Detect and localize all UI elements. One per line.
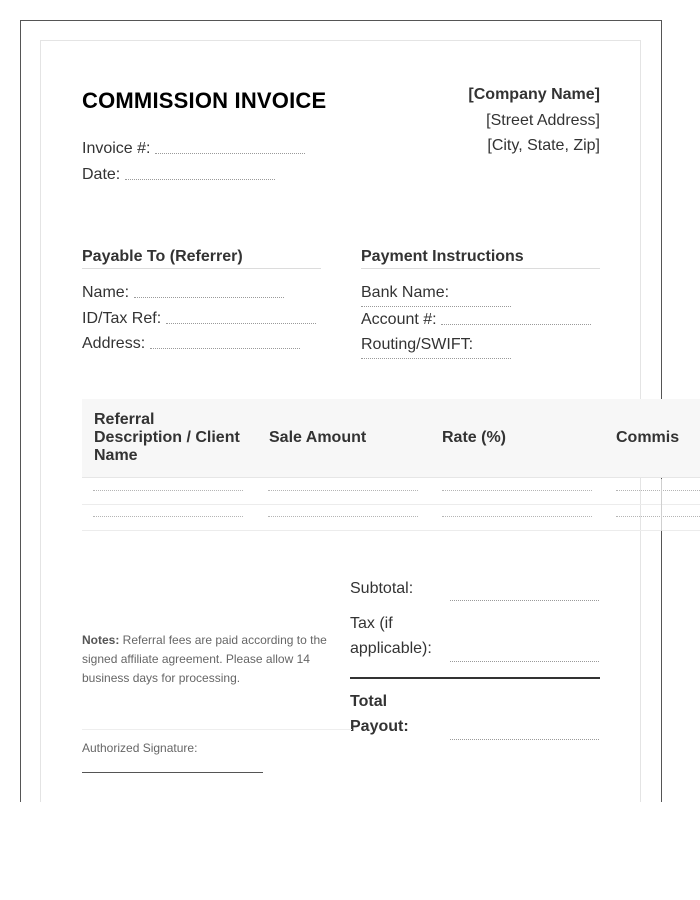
row2-rate-field[interactable] — [442, 516, 592, 517]
col-header-rate: Rate (%) — [442, 429, 507, 446]
address-field[interactable] — [150, 348, 300, 349]
date-field[interactable] — [125, 179, 275, 180]
table-row — [82, 504, 700, 505]
col-header-referral-line3: Name — [94, 447, 138, 464]
table-row — [82, 530, 700, 531]
total-payout-label-line1: Total — [350, 693, 388, 710]
total-payout-label-line2: Payout: — [350, 718, 409, 735]
row2-commission-field[interactable] — [616, 516, 700, 517]
tax-label-line1: Tax (if — [350, 615, 393, 632]
subtotal-field[interactable] — [450, 600, 599, 601]
payment-instructions-heading: Payment Instructions — [361, 248, 524, 265]
col-header-referral-line1: Referral — [94, 411, 155, 428]
name-field[interactable] — [134, 297, 284, 298]
notes-divider — [82, 729, 352, 730]
row1-rate-field[interactable] — [442, 490, 592, 491]
bank-name-field[interactable] — [361, 306, 511, 307]
id-tax-ref-field[interactable] — [166, 323, 316, 324]
id-tax-ref-label: ID/Tax Ref: — [82, 310, 162, 327]
name-label: Name: — [82, 284, 130, 301]
col-header-sale-amount: Sale Amount — [269, 429, 367, 446]
invoice-number-field[interactable] — [155, 153, 305, 154]
payable-to-heading: Payable To (Referrer) — [82, 248, 243, 265]
routing-swift-field[interactable] — [361, 358, 511, 359]
row1-commission-field[interactable] — [616, 490, 700, 491]
total-rule — [350, 677, 600, 679]
invoice-number-label: Invoice #: — [82, 140, 151, 157]
account-number-label: Account #: — [361, 311, 437, 328]
col-header-commission: Commis — [616, 429, 680, 446]
invoice-title: COMMISSION INVOICE — [82, 88, 327, 113]
notes-label: Notes: — [82, 633, 120, 647]
signature-label: Authorized Signature: — [82, 741, 198, 755]
row2-description-field[interactable] — [93, 516, 243, 517]
col-header-referral — [94, 411, 240, 465]
notes-body: Referral fees are paid according to the signed affiliate agreement. Please allow 14 business days for processing. — [82, 633, 327, 685]
tax-field[interactable] — [450, 661, 599, 662]
address-label: Address: — [82, 335, 146, 352]
notes-text — [82, 631, 332, 688]
table-edge-separator — [661, 479, 662, 531]
date-label: Date: — [82, 166, 121, 183]
tax-label-line2: applicable): — [350, 640, 432, 657]
col-header-referral-line2: Description / Client — [94, 429, 240, 446]
row1-sale-amount-field[interactable] — [268, 490, 418, 491]
total-payout-label — [350, 689, 409, 739]
table-header — [82, 399, 700, 478]
routing-swift-label: Routing/SWIFT: — [361, 336, 474, 353]
bank-name-label: Bank Name: — [361, 284, 450, 301]
company-name: [Company Name] — [468, 86, 600, 103]
account-number-field[interactable] — [441, 324, 591, 325]
total-payout-field[interactable] — [450, 739, 599, 740]
row2-sale-amount-field[interactable] — [268, 516, 418, 517]
tax-label — [350, 611, 432, 661]
payable-to-rule — [82, 268, 321, 269]
signature-line[interactable] — [82, 772, 263, 773]
subtotal-label: Subtotal: — [350, 580, 414, 597]
street-address: [Street Address] — [486, 112, 600, 129]
city-state-zip: [City, State, Zip] — [487, 137, 600, 154]
payment-instructions-rule — [361, 268, 600, 269]
row1-description-field[interactable] — [93, 490, 243, 491]
